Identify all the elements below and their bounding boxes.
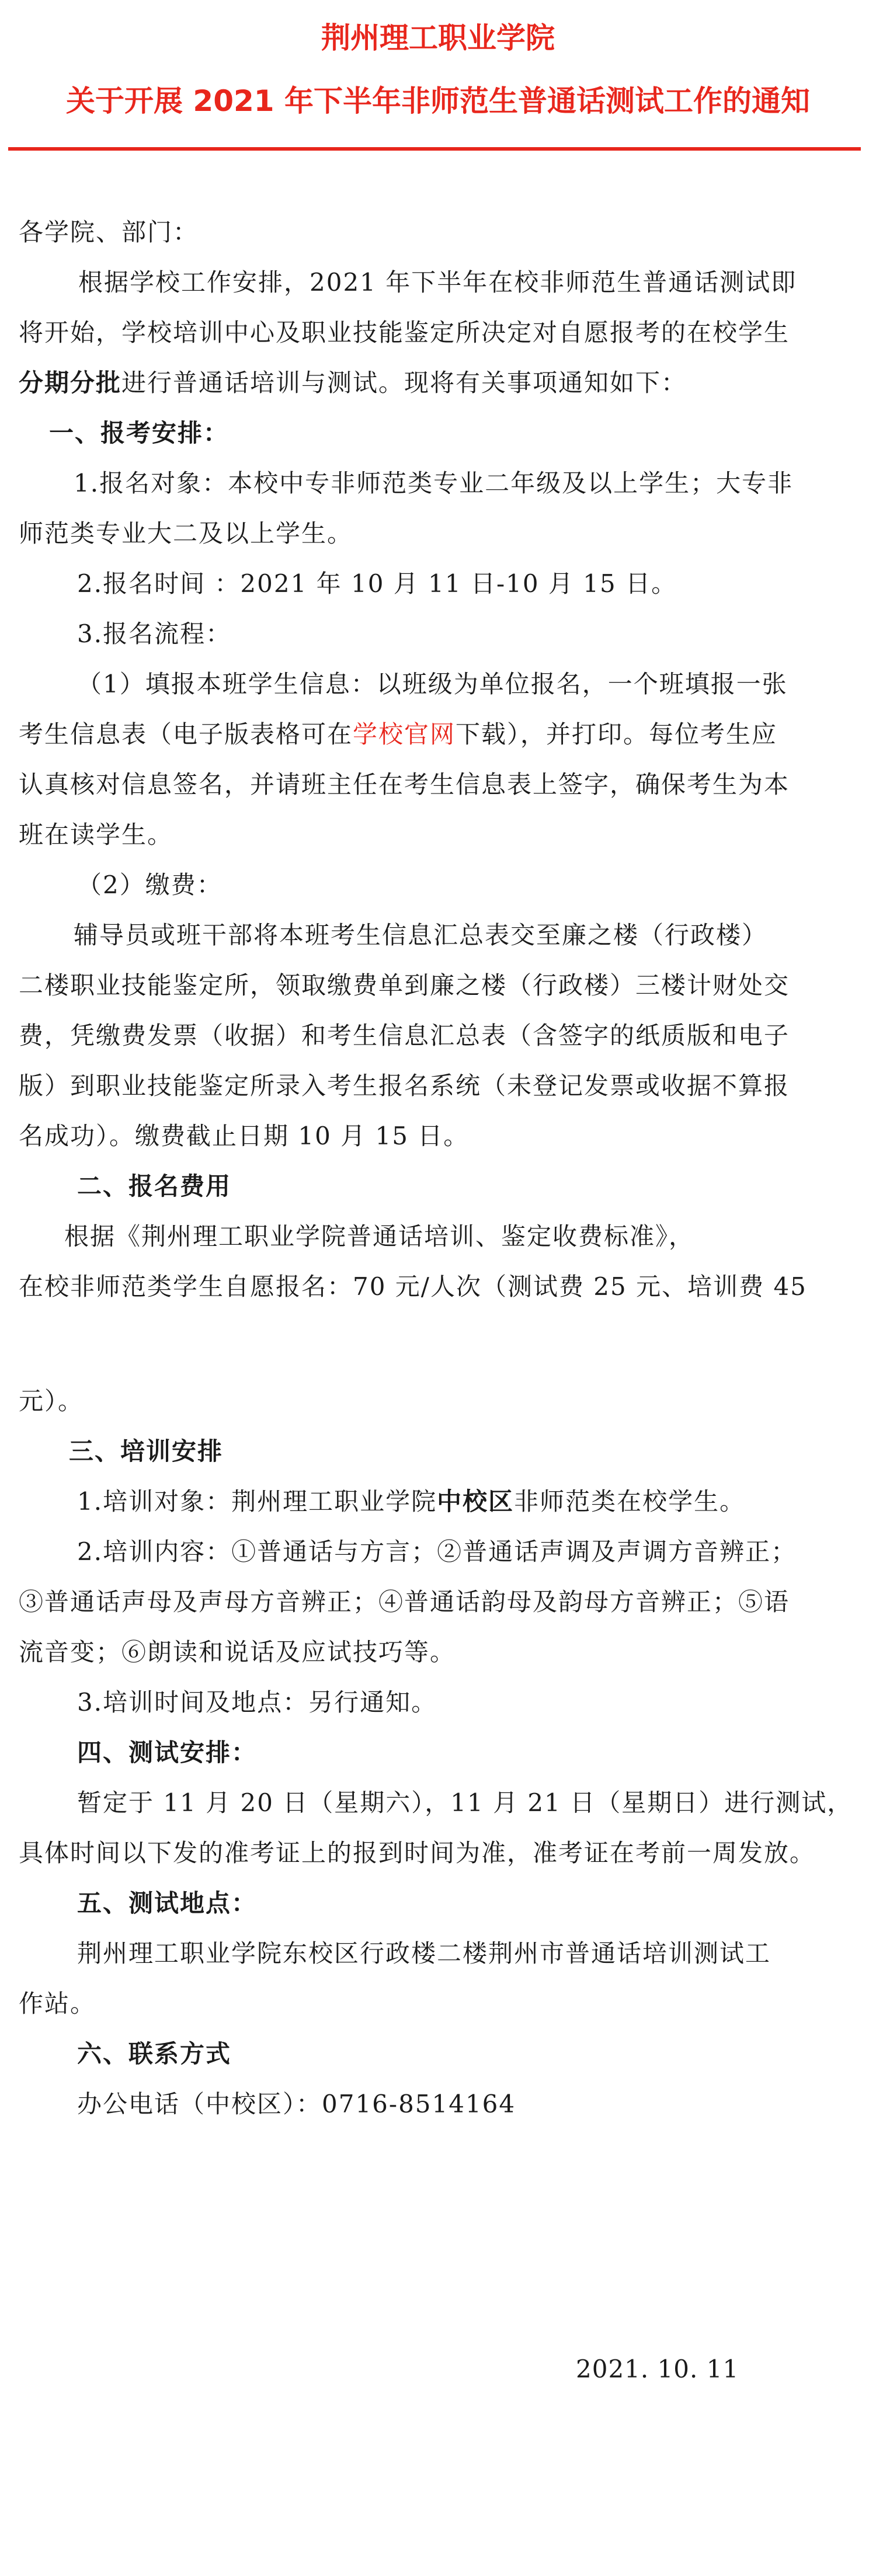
school-name: 荆州理工职业学院	[321, 21, 555, 55]
section-4-heading: 四、测试安排：	[77, 1738, 258, 1767]
section-2-heading: 二、报名费用	[77, 1172, 232, 1200]
s3-item-1-a: 1.培训对象：荆州理工职业学院	[77, 1487, 437, 1516]
s3-item-1	[77, 1484, 876, 1519]
s3-item-1-emphasis: 中校区	[437, 1487, 515, 1516]
s5-line-2: 作站。	[19, 1989, 96, 2018]
s1-sub-2-line-3: 费，凭缴费发票（收据）和考生信息汇总表（含签字的纸质版和电子	[19, 1021, 790, 1050]
s1-sub-2: （2）缴费：	[77, 871, 223, 899]
intro-line-3	[19, 365, 860, 401]
s1-sub-1-line-3: 认真核对信息签名，并请班主任在考生信息表上签字，确保考生为本	[19, 770, 790, 799]
s4-line-1: 暂定于 11 月 20 日（星期六），11 月 21 日（星期日）进行测试，	[77, 1788, 853, 1817]
s1-sub-1-line-2-b: 下载），并打印。每位考生应	[456, 720, 778, 749]
s3-item-2-line-1: 2.培训内容：①普通话与方言；②普通话声调及声调方音辨正；	[77, 1537, 797, 1566]
s1-item-1-line-2: 师范类专业大二及以上学生。	[19, 519, 353, 548]
s1-sub-1-line-1: （1）填报本班学生信息：以班级为单位报名，一个班填报一张	[77, 670, 788, 698]
s1-sub-1-line-2-a: 考生信息表（电子版表格可在	[19, 720, 353, 749]
intro-line-3-rest: 进行普通话培训与测试。现将有关事项通知如下：	[121, 368, 687, 397]
s1-sub-2-line-5: 名成功）。缴费截止日期 10 月 15 日。	[19, 1122, 470, 1150]
s4-line-2: 具体时间以下发的准考证上的报到时间为准，准考证在考前一周发放。	[19, 1839, 816, 1867]
s1-item-3: 3.报名流程：	[77, 619, 232, 648]
school-website-link[interactable]: 学校官网	[353, 720, 456, 749]
s3-item-2-line-2: ③普通话声母及声母方音辨正；④普通话韵母及韵母方音辨正；⑤语	[19, 1588, 790, 1616]
intro-line-1: 根据学校工作安排，2021 年下半年在校非师范生普通话测试即	[78, 268, 797, 297]
salutation: 各学院、部门：	[19, 218, 199, 246]
notice-title: 关于开展 2021 年下半年非师范生普通话测试工作的通知	[66, 84, 810, 118]
s1-sub-2-line-1: 辅导员或班干部将本班考生信息汇总表交至廉之楼（行政楼）	[74, 921, 768, 949]
header-divider	[8, 147, 861, 151]
s2-line-3: 元）。	[19, 1387, 84, 1415]
s1-item-1-line-1: 1.报名对象：本校中专非师范类专业二年级及以上学生；大专非	[74, 469, 794, 497]
s1-sub-2-line-2: 二楼职业技能鉴定所，领取缴费单到廉之楼（行政楼）三楼计财处交	[19, 971, 790, 1000]
s3-item-1-b: 非师范类在校学生。	[514, 1487, 746, 1516]
section-3-heading: 三、培训安排	[69, 1437, 224, 1465]
s1-sub-1-line-2	[19, 717, 860, 752]
s1-sub-1-line-4: 班在读学生。	[19, 820, 173, 849]
s5-line-1: 荆州理工职业学院东校区行政楼二楼荆州市普通话培训测试工	[77, 1939, 771, 1968]
section-5-heading: 五、测试地点：	[77, 1889, 258, 1917]
s6-phone: 办公电话（中校区）：0716-8514164	[77, 2090, 516, 2118]
section-6-heading: 六、联系方式	[77, 2039, 232, 2068]
notice-date: 2021. 10. 11	[576, 2355, 739, 2383]
s3-item-2-line-3: 流音变；⑥朗读和说话及应试技巧等。	[19, 1638, 456, 1666]
s3-item-3: 3.培训时间及地点：另行通知。	[77, 1688, 437, 1717]
s2-line-1: 根据《荆州理工职业学院普通话培训、鉴定收费标准》，	[64, 1222, 695, 1251]
s2-line-2: 在校非师范类学生自愿报名：70 元/人次（测试费 25 元、培训费 45	[19, 1272, 807, 1301]
section-1-heading: 一、报考安排：	[49, 419, 230, 447]
s1-sub-2-line-4: 版）到职业技能鉴定所录入考生报名系统（未登记发票或收据不算报	[19, 1071, 790, 1100]
s1-item-2: 2.报名时间 ：2021 年 10 月 11 日-10 月 15 日。	[77, 569, 677, 598]
intro-line-2: 将开始，学校培训中心及职业技能鉴定所决定对自愿报考的在校学生	[19, 318, 790, 347]
intro-emphasis: 分期分批	[19, 368, 122, 397]
